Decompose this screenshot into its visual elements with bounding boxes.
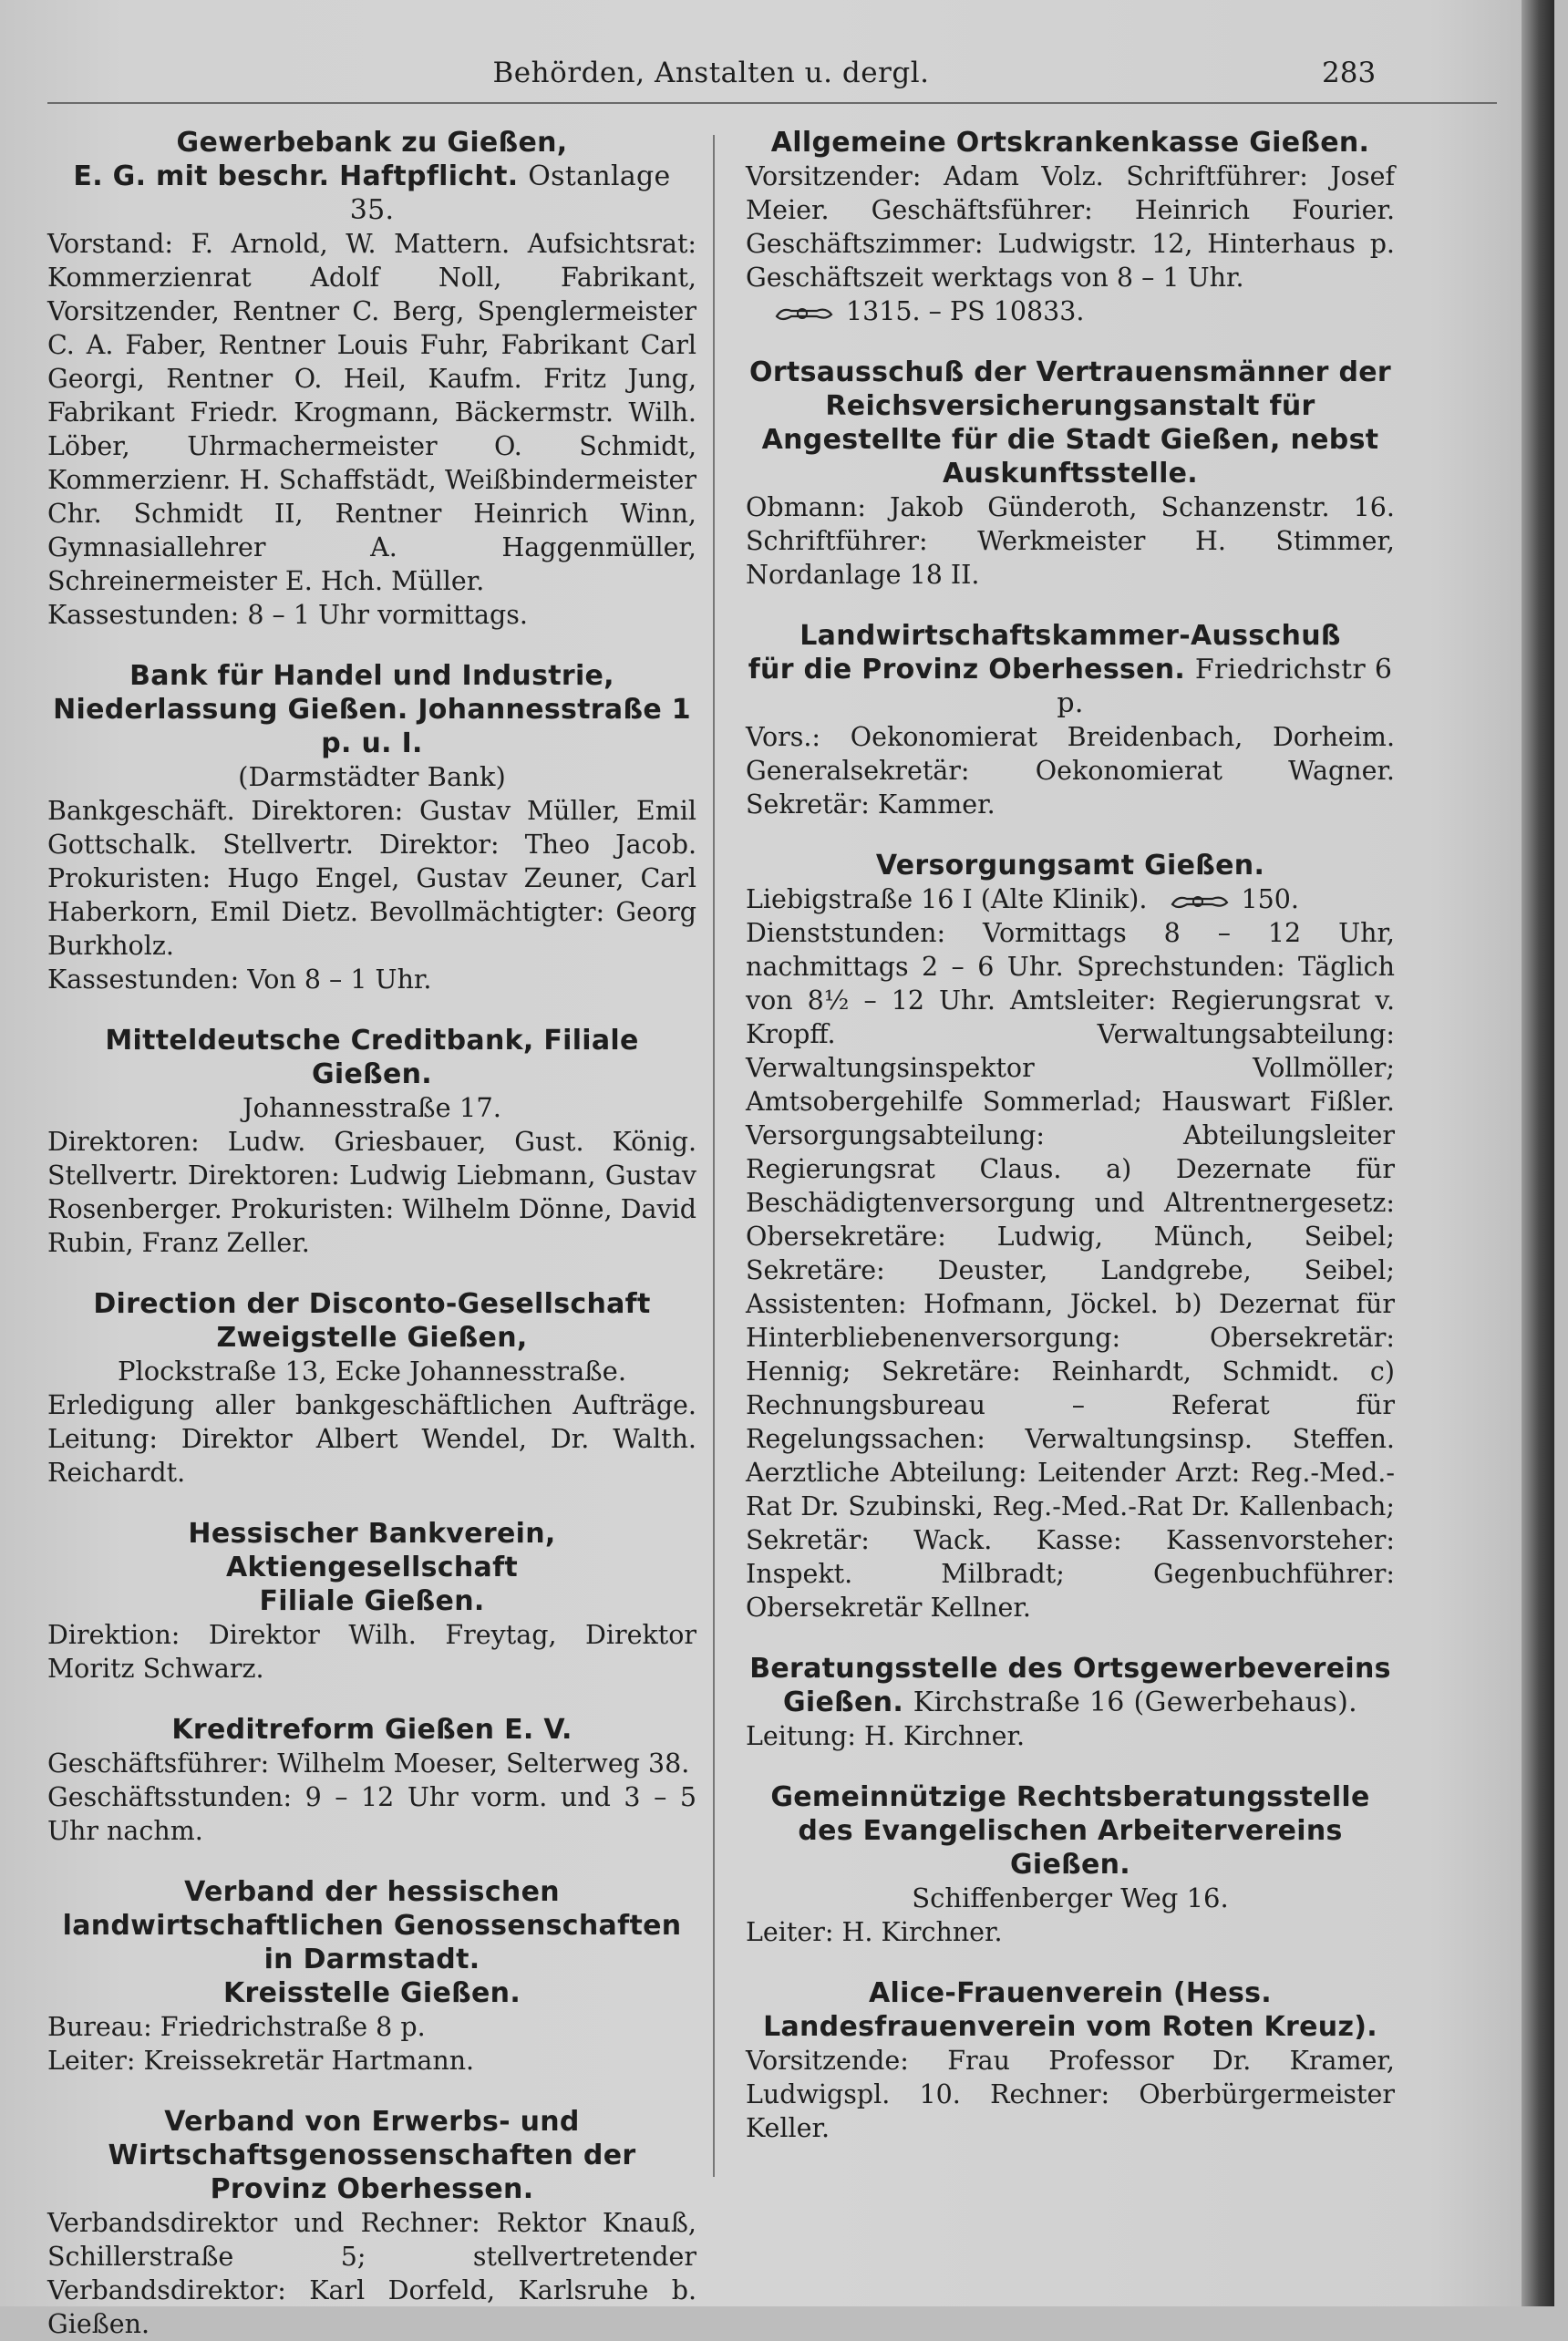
entry-text: Vors.: Oekonomierat Breidenbach, Dorheim. Generalsekretär: Oekonomierat Wagner. Sekretär: Kammer.: [746, 722, 1395, 820]
entry-disconto-gesellschaft: [47, 1287, 696, 1490]
entry-title-bold: für die Provinz Oberhessen.: [748, 654, 1186, 686]
column-divider: [713, 135, 715, 2177]
entry-body: [746, 882, 1395, 1624]
entry-body: [746, 490, 1395, 592]
entry-body: [746, 2044, 1395, 2145]
entry-title: Direction der Disconto-Gesellschaft: [93, 1288, 651, 1320]
entry-title-bold: E. G. mit beschr. Haftpflicht.: [73, 160, 519, 192]
entry-subtitle: Plockstraße 13, Ecke Johannesstraße.: [117, 1356, 627, 1387]
entry-text: Geschäftsführer: Wilhelm Moeser, Selterweg 38.: [47, 1748, 690, 1779]
entry-body: [47, 227, 696, 632]
entry-text: Leiter: Kreissekretär Hartmann.: [47, 2046, 475, 2076]
entry-title: Kreisstelle Gießen.: [222, 1977, 521, 2009]
entry-title: Gemeinnützige Rechtsberatungsstelle des Evangelischen Arbeitervereins Gießen.: [770, 1781, 1370, 1881]
entry-body: [47, 1388, 696, 1490]
address-phone-line: [746, 882, 1395, 916]
entry-body: [746, 1915, 1395, 1949]
entry-subtitle: (Darmstädter Bank): [238, 761, 506, 792]
entry-rechtsberatungsstelle: [746, 1780, 1395, 1949]
entry-text: Vorstand: F. Arnold, W. Mattern. Aufsichtsrat: Kommerzienrat Adolf Noll, Fabrikant, Vorsitzender, Rentner C. Berg, Spenglermeister C. A. Faber, Rentner Louis Fuhr, Fabrikant Carl Georgi, Rentner O. Heil, Kaufm. Fritz Jung, Fabrikant Friedr. Krogmann, Bäckermstr. Wilh. Löber, Uhrmachermeister O. Schmidt, Kommerzienr. H. Schaffstädt, Weißbindermeister Chr. Schmidt II, Rentner Heinrich Winn, Gymnasiallehrer A. Haggenmüller, Schreinermeister E. Hch. Müller.: [47, 229, 696, 596]
entry-hessischer-bankverein: [47, 1517, 696, 1686]
entry-beratungsstelle-ortsgewerbeverein: [746, 1652, 1395, 1753]
entry-text: Bureau: Friedrichstraße 8 p.: [47, 2012, 426, 2042]
entry-bank-handel-industrie: [47, 659, 696, 996]
entry-alice-frauenverein: [746, 1976, 1395, 2145]
entry-body: [47, 1747, 696, 1848]
entry-text: Erledigung aller bankgeschäftlichen Aufträge. Leitung: Direktor Albert Wendel, Dr. Walth. Reichardt.: [47, 1390, 696, 1488]
left-column: [47, 126, 696, 2341]
entry-body: [47, 2010, 696, 2078]
entry-body: [746, 1719, 1395, 1753]
entry-text: Vorsitzender: Adam Volz. Schriftführer: Josef Meier. Geschäftsführer: Heinrich Fourier. Geschäftszimmer: Ludwigstr. 12, Hinterhaus p. Geschäftszeit werktags von 8 – 1 Uhr.: [746, 161, 1395, 293]
entry-title: Versorgungsamt Gießen.: [875, 850, 1265, 882]
entry-title: Alice-Frauenverein (Hess. Landesfrauenverein vom Roten Kreuz).: [763, 1977, 1377, 2043]
entry-body: [47, 1618, 696, 1686]
entry-text: Obmann: Jakob Günderoth, Schanzenstr. 16. Schriftführer: Werkmeister H. Stimmer, Nordanlage 18 II.: [746, 492, 1395, 590]
phone-line: [746, 294, 1395, 328]
entry-text: Leiter: H. Kirchner.: [746, 1917, 1003, 1947]
entry-kreditreform: [47, 1713, 696, 1848]
running-head: Behörden, Anstalten u. dergl.: [492, 57, 930, 89]
entry-text: Leitung: H. Kirchner.: [746, 1721, 1026, 1751]
entry-body: [47, 2206, 696, 2341]
entry-landwirtschaftskammer: [746, 619, 1395, 821]
entry-text: Direktion: Direktor Wilh. Freytag, Direktor Moritz Schwarz.: [47, 1620, 696, 1684]
entry-text: Kassestunden: Von 8 – 1 Uhr.: [47, 964, 432, 995]
entry-text: Kassestunden: 8 – 1 Uhr vormittags.: [47, 600, 528, 630]
entry-address: Friedrichstr 6 p.: [1057, 654, 1393, 719]
entry-subtitle: Johannesstraße 17.: [242, 1092, 501, 1123]
entry-title-address: [746, 1686, 1395, 1719]
entry-text: Direktoren: Ludw. Griesbauer, Gust. König. Stellvertr. Direktoren: Ludwig Liebmann, Gustav Rosenberger. Prokuristen: Wilhelm Dönne, David Rubin, Franz Zeller.: [47, 1127, 696, 1258]
entry-ortsausschuss-vertrauensmaenner: [746, 356, 1395, 592]
entry-title: Filiale Gießen.: [259, 1585, 485, 1617]
entry-gewerbebank: [47, 126, 696, 632]
entry-body: [746, 160, 1395, 328]
telephone-icon: [1171, 892, 1229, 912]
entry-text: Verbandsdirektor und Rechner: Rektor Knauß, Schillerstraße 5; stellvertretender Verbandsdirektor: Karl Dorfeld, Karlsruhe b. Gießen.: [47, 2208, 696, 2339]
book-spine-shadow: [1522, 0, 1554, 2306]
entry-title: Gewerbebank zu Gießen,: [176, 127, 568, 159]
right-column: [746, 126, 1395, 2145]
entry-text: Geschäftsstunden: 9 – 12 Uhr vorm. und 3 – 5 Uhr nachm.: [47, 1782, 696, 1846]
phone-number: 1315. – PS 10833.: [846, 296, 1085, 326]
entry-title: Verband der hessischen landwirtschaftlichen Genossenschaften in Darmstadt.: [62, 1876, 682, 1975]
entry-address: Liebigstraße 16 I (Alte Klinik).: [746, 884, 1148, 914]
entry-body: [47, 794, 696, 996]
entry-title: Allgemeine Ortskrankenkasse Gießen.: [770, 127, 1370, 159]
entry-title: Kreditreform Gießen E. V.: [171, 1714, 573, 1746]
entry-mitteldeutsche-creditbank: [47, 1024, 696, 1260]
entry-title-bold: Gießen.: [782, 1686, 904, 1718]
entry-title: Ortsausschuß der Vertrauensmänner der Reichsversicherungsanstalt für Angestellte für die Stadt Gießen, nebst Auskunftsstelle.: [749, 356, 1391, 490]
entry-title-address: [746, 653, 1395, 720]
page-number: 283: [1322, 57, 1377, 89]
entry-title: Beratungsstelle des Ortsgewerbevereins: [749, 1653, 1391, 1685]
entry-subtitle: Schiffenberger Weg 16.: [912, 1882, 1229, 1913]
entry-verband-erwerbs-wirtschafts: [47, 2105, 696, 2341]
entry-verband-landwirtschaftlich: [47, 1875, 696, 2078]
entry-address: Ostanlage 35.: [349, 160, 671, 226]
telephone-icon: [775, 304, 833, 324]
entry-versorgungsamt: [746, 849, 1395, 1624]
entry-ortskrankenkasse: [746, 126, 1395, 328]
entry-text: Bankgeschäft. Direktoren: Gustav Müller, Emil Gottschalk. Stellvertr. Direktor: Theo Jacob. Prokuristen: Hugo Engel, Gustav Zeuner, Carl Haberkorn, Emil Dietz. Bevollmächtigter: Georg Burkholz.: [47, 796, 696, 961]
entry-title: Mitteldeutsche Creditbank, Filiale Gießen.: [105, 1025, 639, 1090]
entry-title: Zweigstelle Gießen,: [216, 1322, 528, 1354]
entry-title-address: [47, 160, 696, 227]
entry-address: Kirchstraße 16 (Gewerbehaus).: [913, 1686, 1357, 1718]
entry-title: Landwirtschaftskammer-Ausschuß: [799, 620, 1341, 652]
entry-body: [746, 720, 1395, 821]
entry-title: Verband von Erwerbs- und Wirtschaftsgenossenschaften der Provinz Oberhessen.: [108, 2106, 636, 2205]
entry-text: Dienststunden: Vormittags 8 – 12 Uhr, nachmittags 2 – 6 Uhr. Sprechstunden: Täglich von 8½ – 12 Uhr. Amtsleiter: Regierungsrat v. Kropff. Verwaltungsabteilung: Verwaltungsinspektor Vollmöller; Amtsobergehilfe Sommerlad; Hauswart Fißler. Versorgungsabteilung: Abteilungsleiter Regierungsrat Claus. a) Dezernate für Beschädigtenversorgung und Altrentnergesetz: Obersekretäre: Ludwig, Münch, Seibel; Sekretäre: Deuster, Landgrebe, Seibel; Assistenten: Hofmann, Jöckel. b) Dezernat für Hinterbliebenenversorgung: Obersekretär: Hennig; Sekretäre: Reinhardt, Schmidt. c) Rechnungsbureau – Referat für Regelungssachen: Verwaltungsinsp. Steffen. Aerztliche Abteilung: Leitender Arzt: Reg.-Med.-Rat Dr. Szubinski, Reg.-Med.-Rat Dr. Kallenbach; Sekretär: Wack. Kasse: Kassenvorsteher: Inspekt. Milbradt; Gegenbuchführer: Obersekretär Kellner.: [746, 918, 1395, 1623]
entry-text: Vorsitzende: Frau Professor Dr. Kramer, Ludwigspl. 10. Rechner: Oberbürgermeister Keller.: [746, 2046, 1395, 2143]
header-rule: [47, 102, 1497, 104]
phone-number: 150.: [1241, 884, 1299, 914]
entry-title: Bank für Handel und Industrie, Niederlassung Gießen. Johannesstraße 1 p. u. I.: [53, 660, 691, 759]
entry-title: Hessischer Bankverein, Aktiengesellschaft: [188, 1518, 556, 1583]
entry-body: [47, 1125, 696, 1260]
